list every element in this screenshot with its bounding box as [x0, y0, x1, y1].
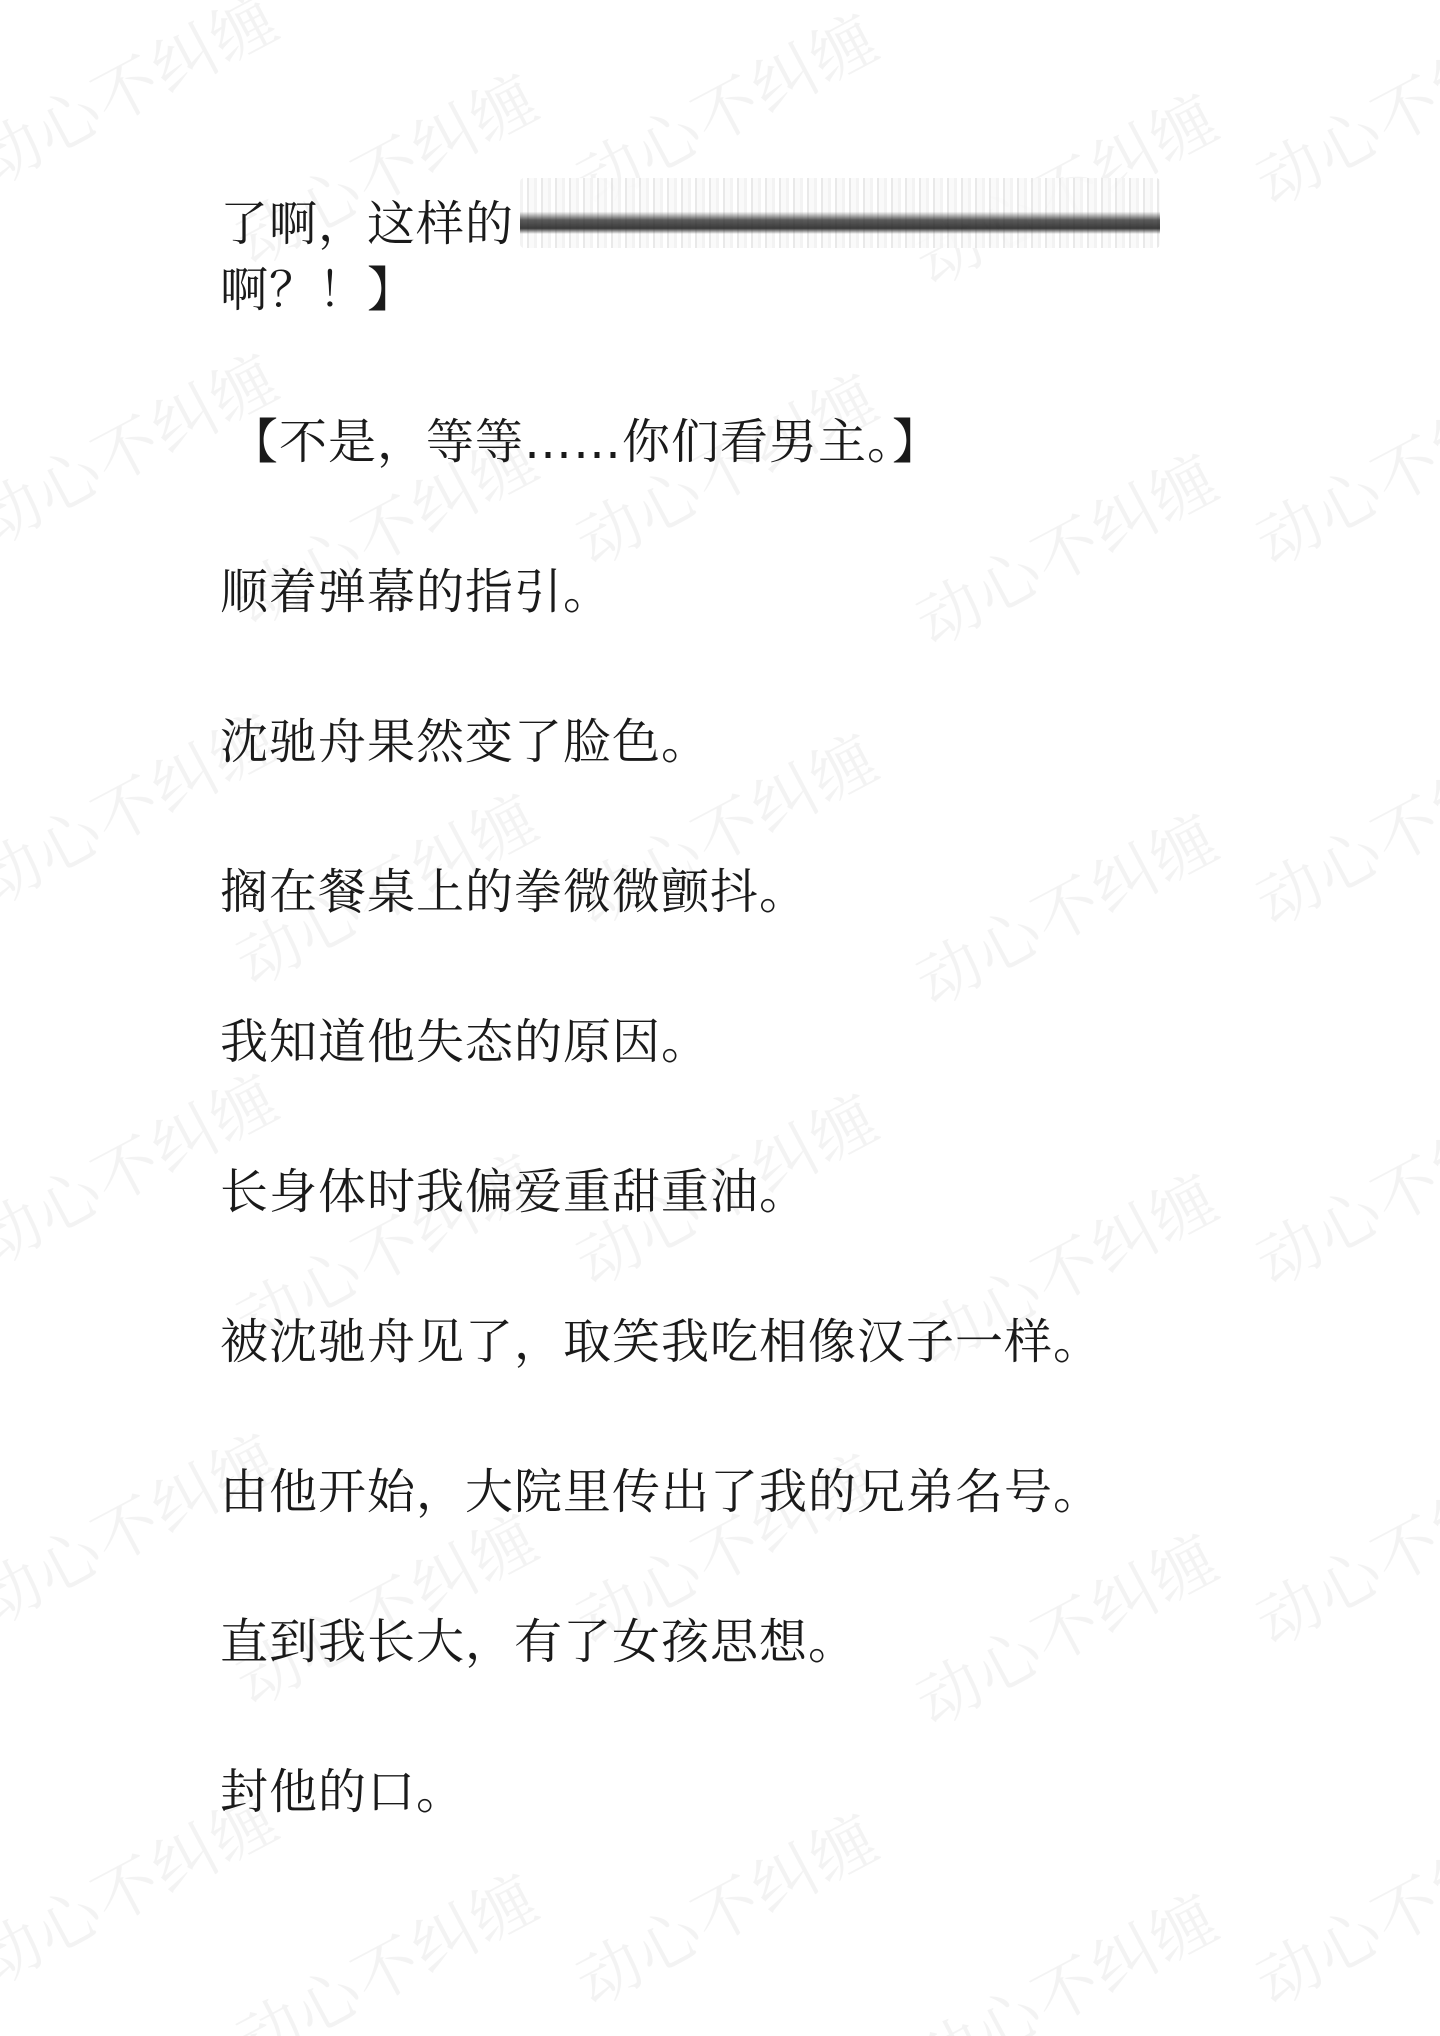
- watermark: [898, 1508, 1233, 1744]
- watermark: [898, 788, 1233, 1024]
- watermark: [1238, 1428, 1440, 1664]
- watermark: [898, 428, 1233, 664]
- paragraph-line: 封他的口。: [220, 1764, 466, 1820]
- watermark: [218, 1848, 553, 2036]
- watermark: [0, 0, 292, 204]
- paragraph-line: 顺着弹幕的指引。: [220, 564, 613, 620]
- redaction-block: [520, 178, 1160, 248]
- watermark: [1238, 708, 1440, 944]
- watermark: [1238, 1788, 1440, 2024]
- paragraph-line: 【不是，等等……你们看男主。】: [230, 414, 942, 470]
- watermark: [898, 1868, 1233, 2036]
- paragraph-text: 了啊，这样的: [220, 196, 515, 252]
- watermark: [0, 1408, 292, 1644]
- paragraph-line: 被沈驰舟见了，取笑我吃相像汉子一样。: [220, 1314, 1103, 1370]
- watermark: [1238, 1068, 1440, 1304]
- paragraph-line: 由他开始，大院里传出了我的兄弟名号。: [220, 1464, 1103, 1520]
- paragraph-line: 直到我长大，有了女孩思想。: [220, 1614, 858, 1670]
- paragraph-line: 我知道他失态的原因。: [220, 1014, 711, 1070]
- paragraph-line: 沈驰舟果然变了脸色。: [220, 714, 711, 770]
- paragraph-line: [220, 178, 1160, 256]
- watermark: [1238, 0, 1440, 224]
- paragraph-line: 长身体时我偏爱重甜重油。: [220, 1164, 809, 1220]
- watermark: [558, 1788, 893, 2024]
- paragraph-line: 啊？！】: [220, 262, 417, 318]
- watermark: [1238, 348, 1440, 584]
- paragraph-line: 搁在餐桌上的拳微微颤抖。: [220, 864, 809, 920]
